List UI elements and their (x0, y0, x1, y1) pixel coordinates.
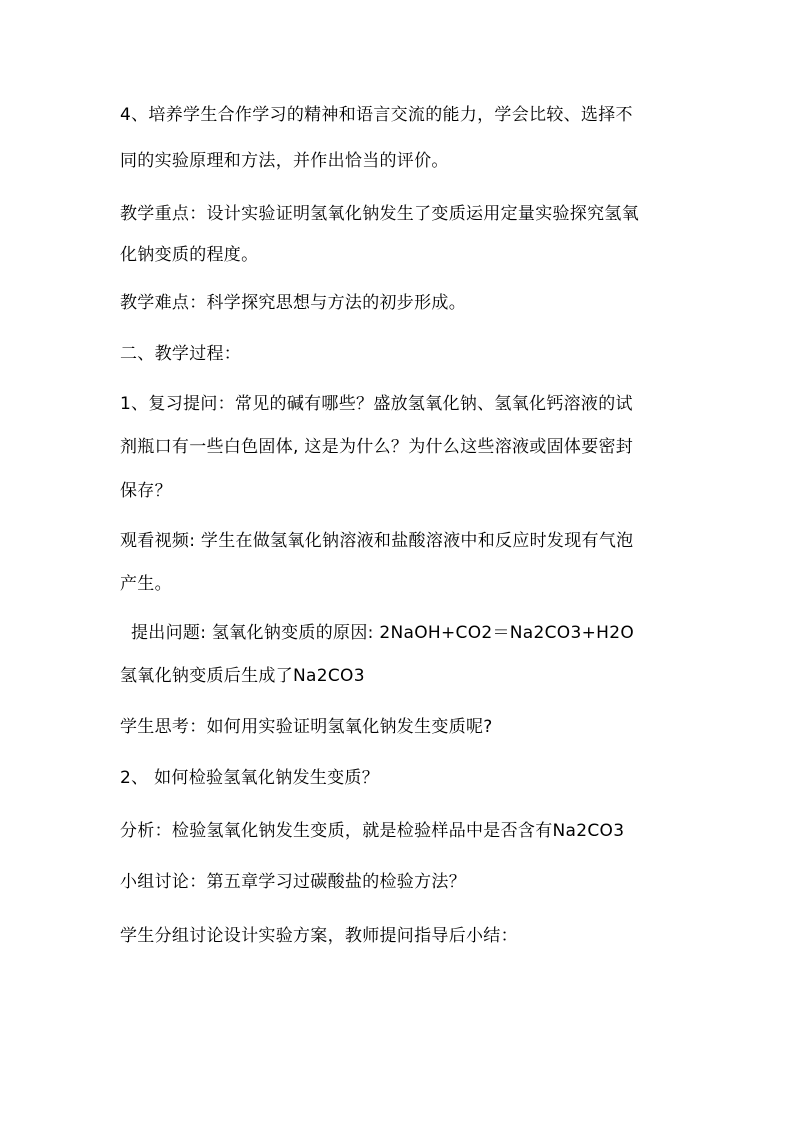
question-equation-line: 提出问题: 氢氧化钠变质的原因: 2NaOH+CO2＝Na2CO3+H2O (131, 623, 635, 643)
review-question-line-3: 保存？ (120, 481, 172, 501)
summary-line: 学生分组讨论设计实验方案，教师提问指导后小结： (120, 926, 518, 946)
key-point-line-2: 化钠变质的程度。 (120, 245, 259, 265)
review-question-line-1: 1、复习提问：常见的碱有哪些？盛放氢氧化钠、氢氧化钙溶液的试 (120, 394, 633, 414)
analysis-line: 分析：检验氢氧化钠发生变质，就是检验样品中是否含有Na2CO3 (120, 821, 625, 841)
group-discussion-line: 小组讨论：第五章学习过碳酸盐的检验方法？ (120, 872, 466, 892)
product-line: 氢氧化钠变质后生成了Na2CO3 (120, 666, 365, 686)
video-line-2: 产生。 (120, 574, 172, 594)
video-line-1: 观看视频: 学生在做氢氧化钠溶液和盐酸溶液中和反应时发现有气泡 (120, 531, 634, 551)
student-thinking-line: 学生思考：如何用实验证明氢氧化钠发生变质呢? (120, 717, 493, 737)
key-point-line-1: 教学重点：设计实验证明氢氧化钠发生了变质运用定量实验探究氢氧 (120, 204, 639, 224)
goal-4-line-2: 同的实验原理和方法，并作出恰当的评价。 (120, 151, 449, 171)
step-2-heading: 2、 如何检验氢氧化钠发生变质？ (120, 768, 380, 788)
review-question-line-2: 剂瓶口有一些白色固体, 这是为什么？为什么这些溶液或固体要密封 (120, 437, 634, 457)
difficult-point-line: 教学难点：科学探究思想与方法的初步形成。 (120, 293, 466, 313)
section-heading-teaching-process: 二、教学过程： (120, 344, 242, 364)
goal-4-line-1: 4、培养学生合作学习的精神和语言交流的能力，学会比较、选择不 (120, 105, 633, 125)
